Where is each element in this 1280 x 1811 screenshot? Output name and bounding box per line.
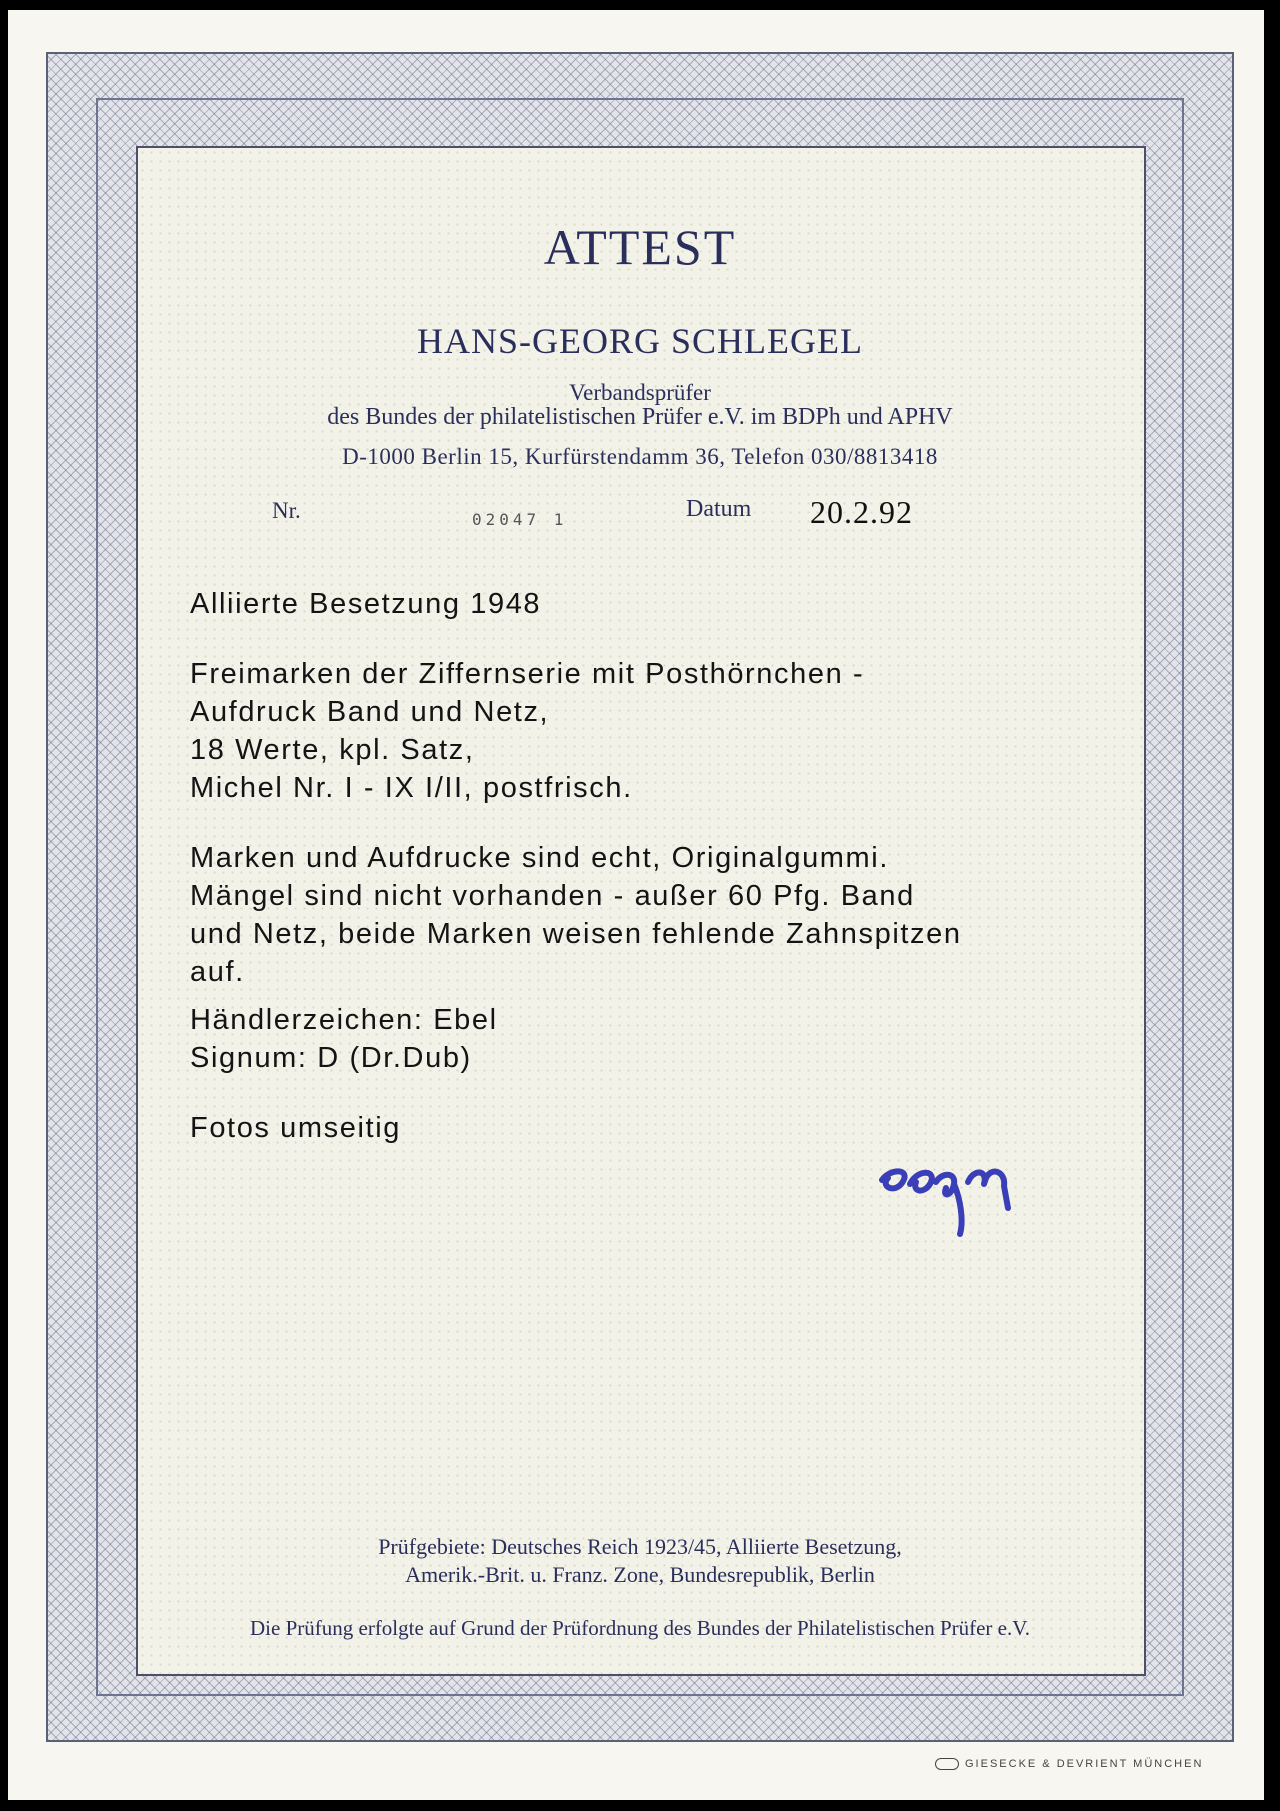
body-line: Fotos umseitig (190, 1112, 401, 1144)
examiner-address: D-1000 Berlin 15, Kurfürstendamm 36, Telefon 030/8813418 (342, 444, 938, 469)
printer-imprint (935, 1758, 1203, 1770)
body-line: und Netz, beide Marken weisen fehlende Zahnspitzen (190, 918, 962, 950)
footer-exam-areas: Prüfgebiete: Deutsches Reich 1923/45, Alliierte Besetzung, (378, 1534, 902, 1559)
printer-logo-icon (935, 1758, 959, 1770)
printer-name: GIESECKE & DEVRIENT MÜNCHEN (965, 1758, 1204, 1770)
handwritten-signature (872, 1138, 1062, 1238)
body-line: Aufdruck Band und Netz, (190, 696, 550, 728)
number-label: Nr. (272, 498, 301, 523)
examiner-association: des Bundes der philatelistischen Prüfer e.V. im BDPh und APHV (327, 404, 953, 430)
body-line: Freimarken der Ziffernserie mit Posthörnchen - (190, 658, 865, 690)
body-line: Händlerzeichen: Ebel (190, 1004, 498, 1036)
body-line: Signum: D (Dr.Dub) (190, 1042, 472, 1074)
examiner-role: Verbandsprüfer (569, 380, 711, 405)
body-line: Michel Nr. I - IX I/II, postfrisch. (190, 772, 633, 804)
body-line: Marken und Aufdrucke sind echt, Originalgummi. (190, 842, 890, 874)
body-line: Mängel sind nicht vorhanden - außer 60 Pfg. Band (190, 880, 915, 912)
certificate-title: ATTEST (543, 219, 737, 275)
body-line: 18 Werte, kpl. Satz, (190, 734, 475, 766)
footer-exam-areas-continued: Amerik.-Brit. u. Franz. Zone, Bundesrepublik, Berlin (405, 1562, 875, 1587)
footer-regulation-note: Die Prüfung erfolgte auf Grund der Prüfordnung des Bundes der Philatelistischen Prüfer e.V. (250, 1616, 1030, 1640)
certificate-date: 20.2.92 (810, 494, 913, 530)
body-line: auf. (190, 956, 245, 988)
examiner-name: HANS-GEORG SCHLEGEL (417, 321, 863, 361)
certificate-number: 02047 1 (472, 510, 568, 529)
date-label: Datum (686, 496, 752, 522)
body-heading: Alliierte Besetzung 1948 (190, 588, 542, 620)
